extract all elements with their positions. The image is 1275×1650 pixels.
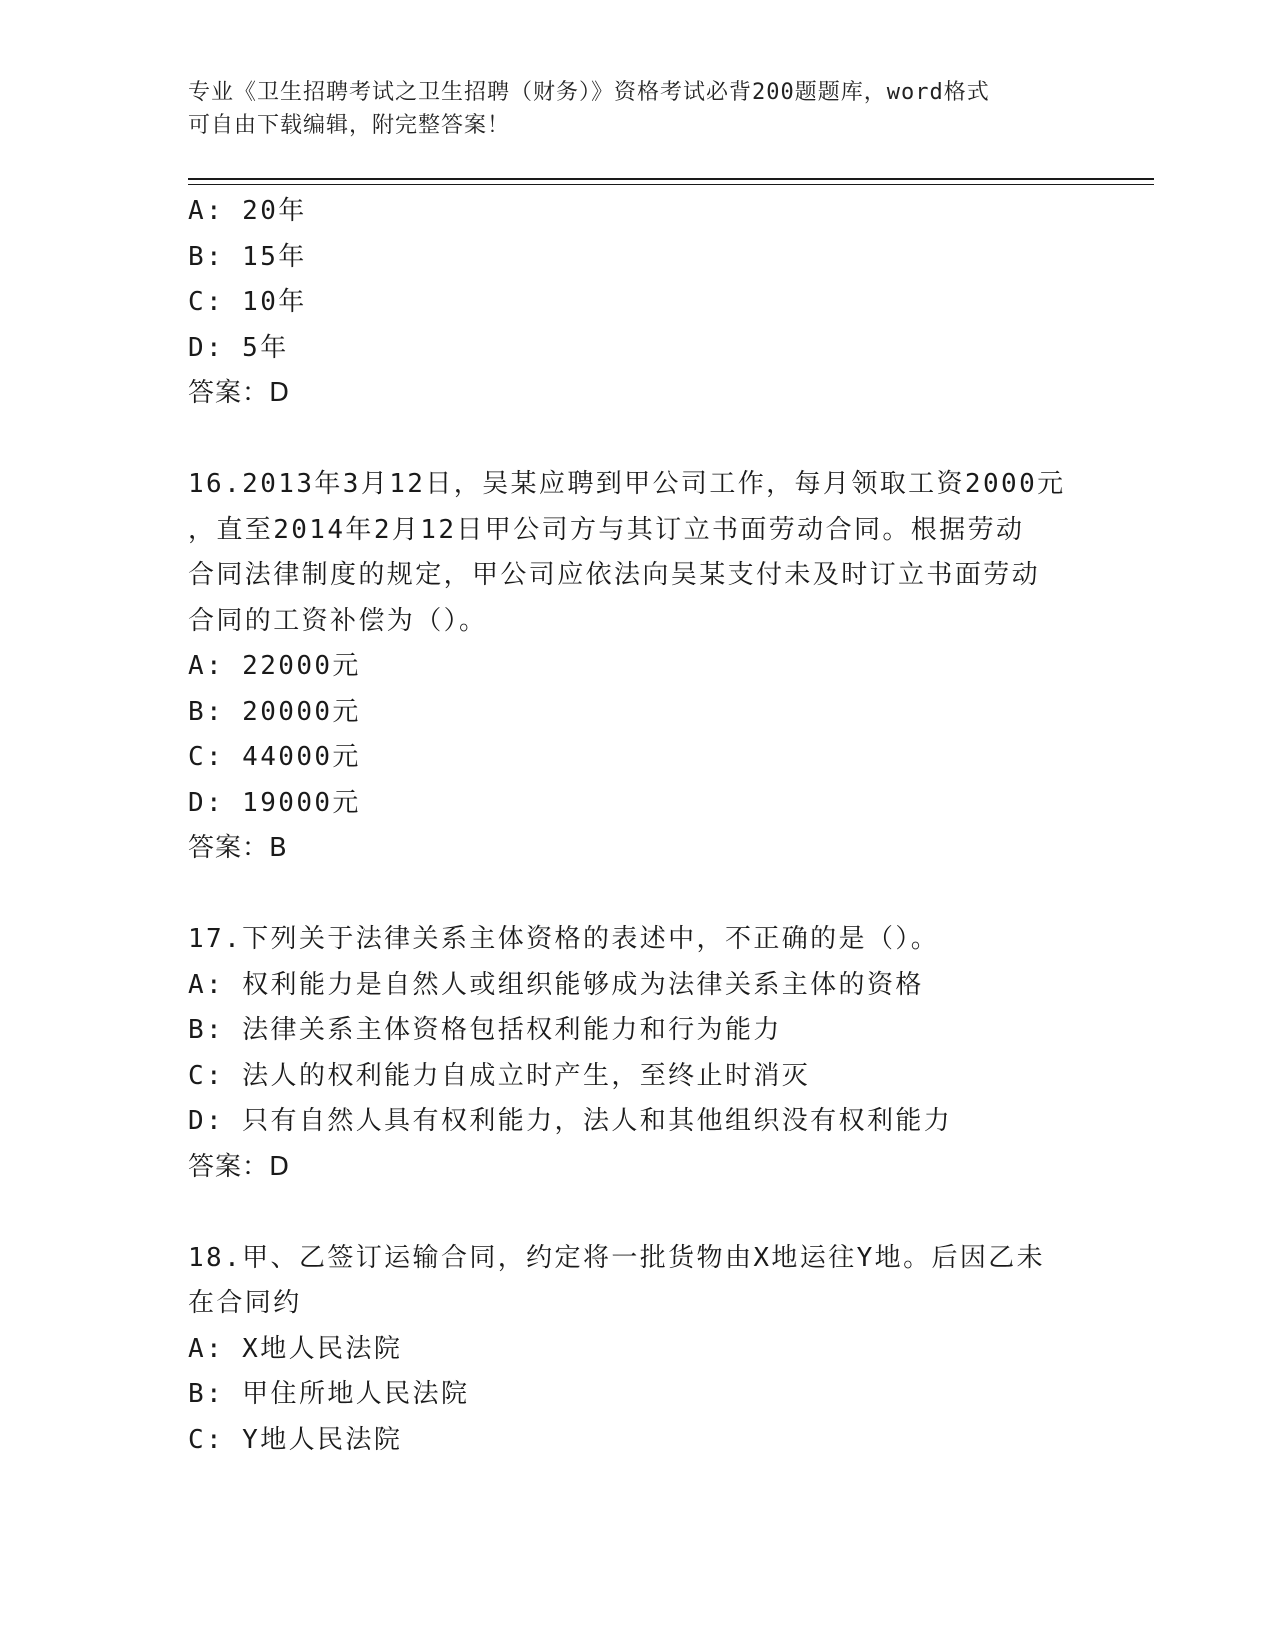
question-stem-line: 18.甲、乙签订运输合同，约定将一批货物由X地运往Y地。后因乙未 <box>188 1242 1046 1273</box>
question-stem-line: 16.2013年3月12日，吴某应聘到甲公司工作，每月领取工资2000元 <box>188 469 1066 499</box>
option-b: B: 15年 <box>188 241 307 272</box>
option-b: B: 法律关系主体资格包括权利能力和行为能力 <box>188 1015 782 1045</box>
header-divider-thin <box>188 184 1154 185</box>
answer-line: 答案：B <box>188 833 288 863</box>
option-c: C: 44000元 <box>188 742 361 772</box>
question-18 <box>188 1236 1088 1464</box>
answer-line: 答案：D <box>188 378 291 408</box>
header-line-1: 专业《卫生招聘考试之卫生招聘（财务）》资格考试必背200题题库，word格式 <box>188 80 990 105</box>
question-stem-line: ，直至2014年2月12日甲公司方与其订立书面劳动合同。根据劳动 <box>188 514 1025 545</box>
option-d: D: 5年 <box>188 332 289 363</box>
option-b: B: 甲住所地人民法院 <box>188 1379 470 1409</box>
question-stem-line: 在合同约 <box>188 1288 302 1318</box>
spacer <box>188 872 1088 918</box>
spacer <box>188 417 1088 463</box>
document-header <box>188 76 1068 142</box>
header-line-2: 可自由下载编辑，附完整答案！ <box>188 113 511 138</box>
header-divider-thick <box>188 178 1154 180</box>
question-stem-line: 17.下列关于法律关系主体资格的表述中，不正确的是（）。 <box>188 924 940 954</box>
answer-line: 答案：D <box>188 1151 291 1182</box>
option-a: A: 22000元 <box>188 651 361 681</box>
option-a: A: 权利能力是自然人或组织能够成为法律关系主体的资格 <box>188 969 924 1000</box>
option-a: A: X地人民法院 <box>188 1333 403 1364</box>
option-c: C: 法人的权利能力自成立时产生，至终止时消灭 <box>188 1060 811 1091</box>
question-17 <box>188 917 1088 1190</box>
option-d: D: 19000元 <box>188 787 361 818</box>
question-15 <box>188 189 1088 417</box>
option-c: C: Y地人民法院 <box>188 1424 403 1455</box>
question-stem-line: 合同的工资补偿为（）。 <box>188 605 488 636</box>
question-list <box>188 189 1088 1463</box>
option-a: A: 20年 <box>188 196 307 226</box>
question-16 <box>188 462 1088 872</box>
spacer <box>188 1190 1088 1236</box>
option-b: B: 20000元 <box>188 696 361 727</box>
question-stem-line: 合同法律制度的规定，甲公司应依法向吴某支付未及时订立书面劳动 <box>188 560 1041 590</box>
option-d: D: 只有自然人具有权利能力，法人和其他组织没有权利能力 <box>188 1106 953 1136</box>
option-c: C: 10年 <box>188 287 307 317</box>
